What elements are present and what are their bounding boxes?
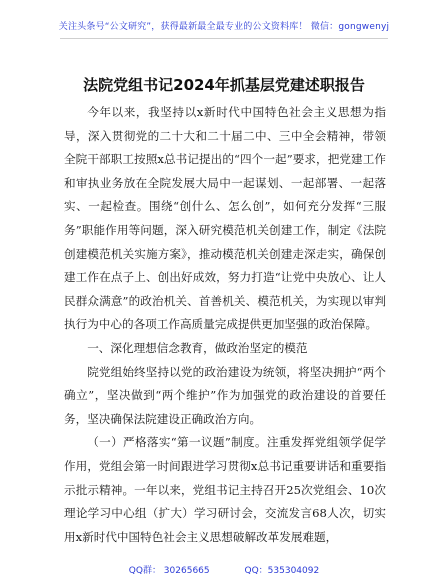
document-title: 法院党组书记2024年抓基层党建述职报告: [83, 76, 365, 94]
paragraph-intro: 今年以来，我坚持以x新时代中国特色社会主义思想为指导，深入贯彻党的二十大和二十届二中、三中全会精神，带领全院干部职工按照x总书记提出的“四个一起”要求，把党建工作和审执业务放在全院发展大局中一起谋划、一起部署、一起落实、一起检查。围绕“创什么、怎么创”，如何充分发挥“三服务”职能作用等问题，深入研究模范机关创建工作，制定《法院创建模范机关实施方案》，推动模范机关创建走深走实，确保创建工作在点子上、创出好成效，努力打造“让党中央放心、让人民群众满意”的政治机关、首善机关、模范机关，为实现以审判执行为中心的各项工作高质量完成提供更加坚强的政治保障。: [64, 105, 386, 332]
header-note: 关注头条号“公文研究”，获得最新最全最专业的公文资料库！ 微信：gongwenyj: [58, 22, 390, 32]
footer-qq: QQ：535304092: [244, 566, 320, 576]
footer-qq-group: QQ群： 30265665: [128, 566, 210, 576]
section-heading: 一、深化理想信念教育，做政治坚定的模范: [87, 340, 308, 355]
header-divider: [60, 38, 388, 39]
footer-contact: [0, 563, 448, 576]
paragraph-subsection: （一）严格落实“第一议题”制度。注重发挥党组领学促学作用，党组会第一时间跟进学习贯彻x总书记重要讲话和重要指示批示精神。一年以来，党组书记主持召开25次党组会、10次理论学习中心组（扩大）学习研讨会，交流发言68人次，切实用x新时代中国特色社会主义思想破解改革发展难题，: [64, 435, 386, 544]
document-body: [64, 101, 386, 549]
paragraph-section-intro: 院党组始终坚持以党的政治建设为统领，将坚决拥护“两个确立”，坚决做到“两个维护”作为加强党的政治建设的首要任务，坚决确保法院建设正确政治方向。: [64, 364, 386, 426]
